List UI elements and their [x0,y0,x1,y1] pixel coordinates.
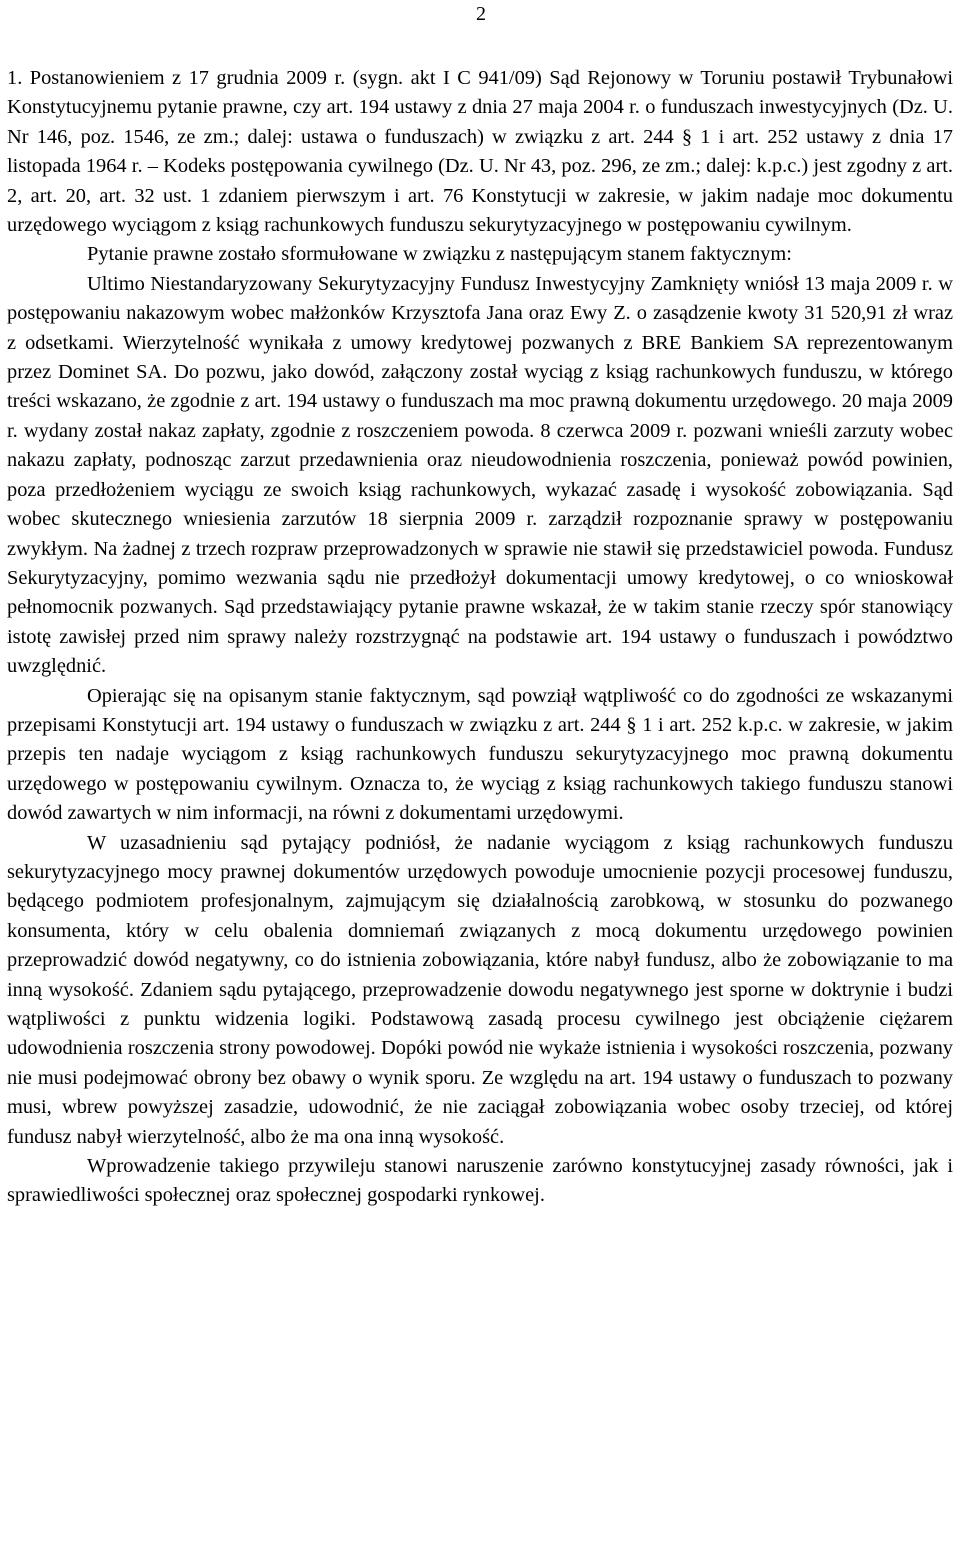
page-number: 2 [476,3,486,25]
paragraph-6: Wprowadzenie takiego przywileju stanowi naruszenie zarówno konstytucyjnej zasady równości, jak i sprawiedliwości społecznej oraz społecznej gospodarki rynkowej. [7,1155,953,1207]
document-body [7,64,953,1211]
paragraph-1: 1. Postanowieniem z 17 grudnia 2009 r. (sygn. akt I C 941/09) Sąd Rejonowy w Toruniu postawił Trybunałowi Konstytucyjnemu pytanie prawne, czy art. 194 ustawy z dnia 27 maja 2004 r. o funduszach inwestycyjnych (Dz. U. Nr 146, poz. 1546, ze zm.; dalej: ustawa o funduszach) w związku z art. 244 § 1 i art. 252 ustawy z dnia 17 listopada 1964 r. – Kodeks postępowania cywilnego (Dz. U. Nr 43, poz. 296, ze zm.; dalej: k.p.c.) jest zgodny z art. 2, art. 20, art. 32 ust. 1 zdaniem pierwszym i art. 76 Konstytucji w zakresie, w jakim nadaje moc dokumentu urzędowego wyciągom z ksiąg rachunkowych funduszu sekurytyzacyjnego w postępowaniu cywilnym. [7,67,953,237]
paragraph-2: Pytanie prawne zostało sformułowane w związku z następującym stanem faktycznym: [87,243,792,266]
paragraph-4: Opierając się na opisanym stanie faktycznym, sąd powziął wątpliwość co do zgodności ze wskazanymi przepisami Konstytucji art. 194 ustawy o funduszach w związku z art. 244 § 1 i art. 252 k.p.c. w zakresie, w jakim przepis ten nadaje wyciągom z ksiąg rachunkowych funduszu sekurytyzacyjnego moc prawną dokumentu urzędowego w postępowaniu cywilnym. Oznacza to, że wyciąg z ksiąg rachunkowych takiego funduszu stanowi dowód zawartych w nim informacji, na równi z dokumentami urzędowymi. [7,684,953,825]
paragraph-5: W uzasadnieniu sąd pytający podniósł, że nadanie wyciągom z ksiąg rachunkowych funduszu sekurytyzacyjnego mocy prawnej dokumentów urzędowych powoduje umocnienie pozycji procesowej funduszu, będącego podmiotem profesjonalnym, zajmującym się działalnością zarobkową, w stosunku do pozwanego konsumenta, który w celu obalenia domniemań związanych z mocą dokumentu urzędowego powinien przeprowadzić dowód negatywny, co do istnienia zobowiązania, które nabył fundusz, albo że zobowiązanie to ma inną wysokość. Zdaniem sądu pytającego, przeprowadzenie dowodu negatywnego jest sporne w doktrynie i budzi wątpliwości z punktu widzenia logiki. Podstawową zasadą procesu cywilnego jest obciążenie ciężarem udowodnienia roszczenia strony powodowej. Dopóki powód nie wykaże istnienia i wysokości roszczenia, pozwany nie musi podejmować obrony bez obawy o wynik sporu. Ze względu na art. 194 ustawy o funduszach to pozwany musi, wbrew powyższej zasadzie, udowodnić, że nie zaciągał zobowiązania wobec osoby trzeciej, od której fundusz nabył wierzytelność, albo że ma ona inną wysokość. [7,831,953,1148]
paragraph-3: Ultimo Niestandaryzowany Sekurytyzacyjny Fundusz Inwestycyjny Zamknięty wniósł 13 maja 2009 r. w postępowaniu nakazowym wobec małżonków Krzysztofa Jana oraz Ewy Z. o zasądzenie kwoty 31 520,91 zł wraz z odsetkami. Wierzytelność wynikała z umowy kredytowej pozwanych z BRE Bankiem SA reprezentowanym przez Dominet SA. Do pozwu, jako dowód, załączony został wyciąg z ksiąg rachunkowych funduszu, w którego treści wskazano, że zgodnie z art. 194 ustawy o funduszach ma moc prawną dokumentu urzędowego. 20 maja 2009 r. wydany został nakaz zapłaty, zgodnie z roszczeniem powoda. 8 czerwca 2009 r. pozwani wnieśli zarzuty wobec nakazu zapłaty, podnosząc zarzut przedawnienia oraz nieudowodnienia roszczenia, ponieważ powód powinien, poza przedłożeniem wyciągu ze swoich ksiąg rachunkowych, wykazać zasadę i wysokość zobowiązania. Sąd wobec skutecznego wniesienia zarzutów 18 sierpnia 2009 r. zarządził rozpoznanie sprawy w postępowaniu zwykłym. Na żadnej z trzech rozpraw przeprowadzonych w sprawie nie stawił się przedstawiciel powoda. Fundusz Sekurytyzacyjny, pomimo wezwania sądu nie przedłożył dokumentacji umowy kredytowej, o co wnioskował pełnomocnik pozwanych. Sąd przedstawiający pytanie prawne wskazał, że w takim stanie rzeczy spór stanowiący istotę zawisłej przed nim sprawy należy rozstrzygnąć na podstawie art. 194 ustawy o funduszach i powództwo uwzględnić. [7,272,953,678]
